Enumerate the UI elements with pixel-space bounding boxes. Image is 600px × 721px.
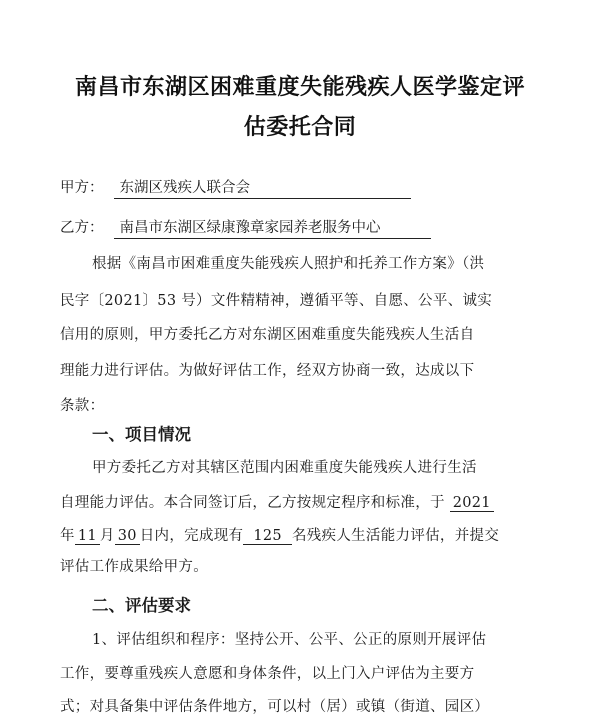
- month-suffix: 月: [99, 528, 115, 544]
- section-2-line-1: 1、评估组织和程序：坚持公开、公平、公正的原则开展评估: [92, 632, 487, 648]
- section-1-line-2-text: 自理能力评估。本合同签订后，乙方按规定程序和标准，于: [60, 495, 445, 511]
- section-1-line-3: [60, 524, 560, 545]
- section-1-line-1: 甲方委托乙方对其辖区范围内困难重度失能残疾人进行生活: [92, 460, 477, 476]
- section-1-line-2: [60, 491, 560, 512]
- section-2-line-3: 式；对具备集中评估条件地方，可以村（居）或镇（街道、园区）: [60, 699, 490, 715]
- intro-line-1: 根据《南昌市困难重度失能残疾人照护和托养工作方案》（洪: [92, 256, 485, 272]
- count-suffix: 名残疾人生活能力评估，并提交: [291, 528, 500, 544]
- party-a-value: 东湖区残疾人联合会: [114, 176, 411, 199]
- section-1-line-4: 评估工作成果给甲方。: [60, 559, 208, 575]
- party-b-label: 乙方：: [60, 220, 104, 236]
- party-a: [60, 176, 411, 199]
- party-b: [60, 216, 431, 239]
- month-value: 11: [75, 528, 100, 545]
- year-suffix: 年: [60, 528, 75, 544]
- document-title-line-1: 南昌市东湖区困难重度失能残疾人医学鉴定评: [74, 75, 525, 100]
- count-value: 125: [243, 528, 292, 545]
- intro-line-5: 条款：: [60, 398, 105, 414]
- intro-line-3: 信用的原则，甲方委托乙方对东湖区困难重度失能残疾人生活自: [60, 327, 475, 343]
- document-title-line-2: 估委托合同: [243, 115, 357, 140]
- party-b-value: 南昌市东湖区绿康豫章家园养老服务中心: [114, 216, 431, 239]
- section-1-heading: 一、项目情况: [92, 425, 191, 444]
- day-suffix: 日内，完成现有: [139, 528, 244, 544]
- section-2-line-2: 工作，要尊重残疾人意愿和身体条件，以上门入户评估为主要方: [60, 666, 475, 682]
- year-value: 2021: [450, 495, 494, 512]
- party-a-label: 甲方：: [60, 180, 104, 196]
- day-value: 30: [115, 528, 140, 545]
- section-2-heading: 二、评估要求: [92, 596, 191, 615]
- intro-line-2: 民字〔2021〕53 号）文件精精神，遵循平等、自愿、公平、诚实: [60, 293, 493, 309]
- intro-line-4: 理能力进行评估。为做好评估工作，经双方协商一致，达成以下: [60, 363, 475, 379]
